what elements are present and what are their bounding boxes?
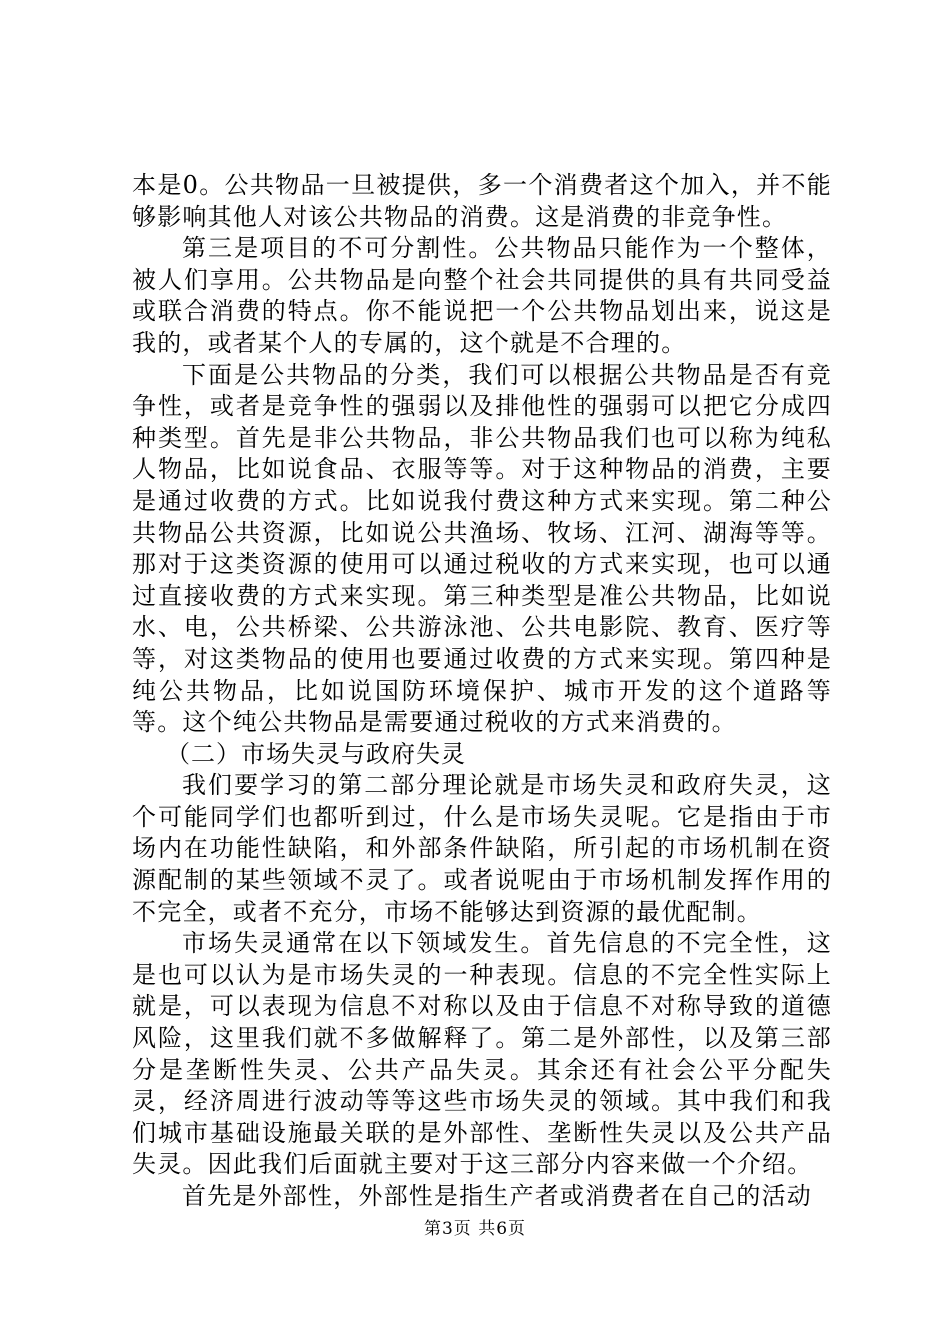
paragraph-1: 本是0。公共物品一旦被提供，多一个消费者这个加入，并不能够影响其他人对该公共物品的消费。这是消费的非竞争性。 (132, 171, 832, 231)
paragraph-6: 首先是外部性，外部性是指生产者或消费者在自己的活动 (182, 1182, 812, 1210)
page-footer: 第3页 共6页 (423, 1219, 527, 1239)
document-body (132, 170, 832, 1213)
section-heading: （二）市场失灵与政府失灵 (166, 739, 466, 768)
paragraph-4: 我们要学习的第二部分理论就是市场失灵和政府失灵，这个可能同学们也都听到过，什么是市场失灵呢。它是指由于市场内在功能性缺陷，和外部条件缺陷，所引起的市场机制在资源配制的某些领域不灵了。或者说呢由于市场机制发挥作用的不完全，或者不充分，市场不能够达到资源的最优配制。 (132, 771, 832, 926)
paragraph-3: 下面是公共物品的分类，我们可以根据公共物品是否有竞争性，或者是竞争性的强弱以及排他性的强弱可以把它分成四种类型。首先是非公共物品，非公共物品我们也可以称为纯私人物品，比如说食品、衣服等等。对于这种物品的消费，主要是通过收费的方式。比如说我付费这种方式来实现。第二种公共物品公共资源，比如说公共渔场、牧场、江河、湖海等等。那对于这类资源的使用可以通过税收的方式来实现，也可以通过直接收费的方式来实现。第三种类型是准公共物品，比如说水、电，公共桥梁、公共游泳池、公共电影院、教育、医疗等等，对这类物品的使用也要通过收费的方式来实现。第四种是纯公共物品，比如说国防环境保护、城市开发的这个道路等等。这个纯公共物品是需要通过税收的方式来消费的。 (132, 360, 832, 737)
paragraph-5: 市场失灵通常在以下领域发生。首先信息的不完全性，这是也可以认为是市场失灵的一种表现。信息的不完全性实际上就是，可以表现为信息不对称以及由于信息不对称导致的道德风险，这里我们就不多做解释了。第二是外部性，以及第三部分是垄断性失灵、公共产品失灵。其余还有社会公平分配失灵，经济周进行波动等等这些市场失灵的领域。其中我们和我们城市基础设施最关联的是外部性、垄断性失灵以及公共产品失灵。因此我们后面就主要对于这三部分内容来做一个介绍。 (132, 929, 832, 1179)
paragraph-2: 第三是项目的不可分割性。公共物品只能作为一个整体，被人们享用。公共物品是向整个社会共同提供的具有共同受益或联合消费的特点。你不能说把一个公共物品划出来，说这是我的，或者某个人的专属的，这个就是不合理的。 (132, 234, 832, 357)
